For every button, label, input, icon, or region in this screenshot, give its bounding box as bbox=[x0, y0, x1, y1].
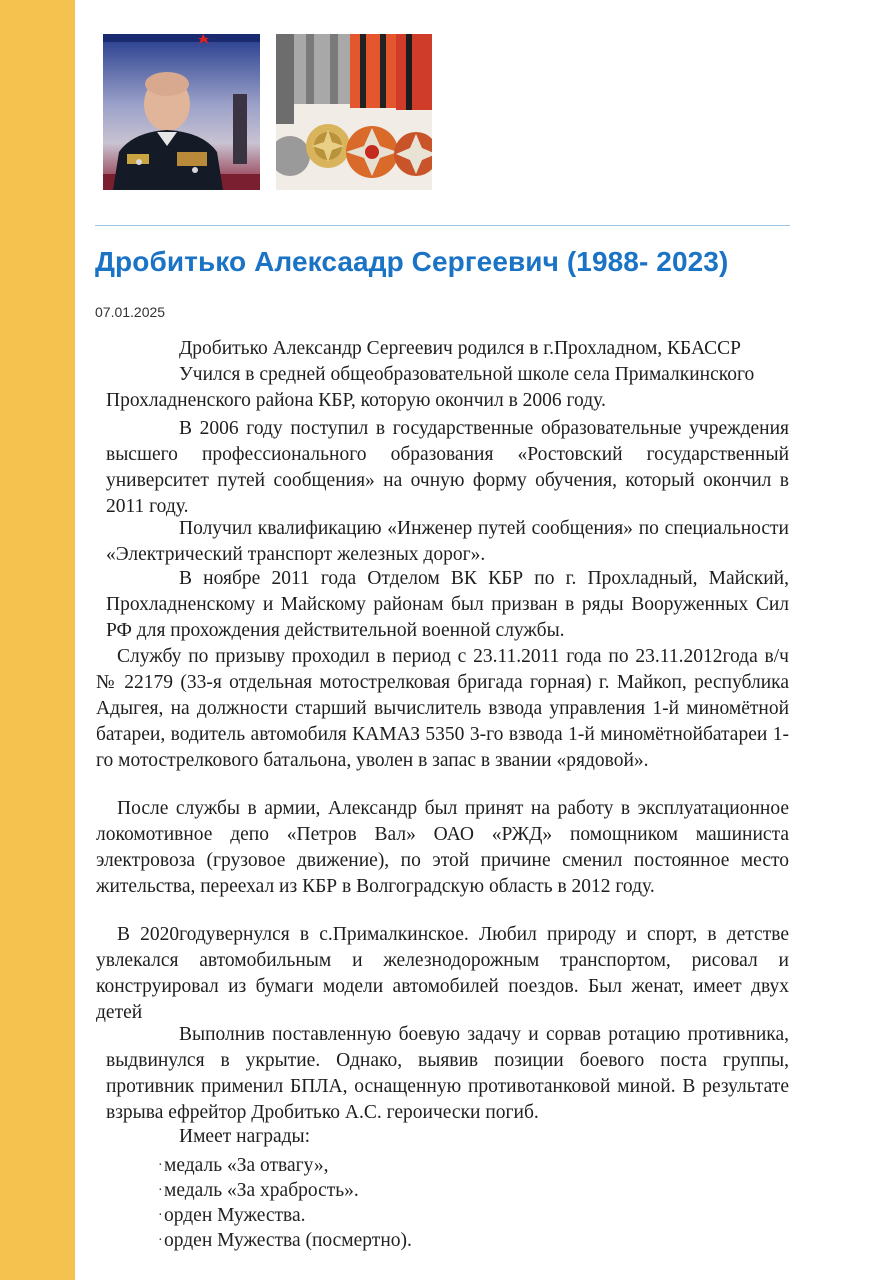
award-item: ·орден Мужества (посмертно). bbox=[158, 1230, 412, 1251]
paragraph-school-line2: Прохладненского района КБР, которую окончил в 2006 году. bbox=[106, 390, 606, 411]
paragraph-university: В 2006 году поступил в государственные образовательные учреждения высшего профессионального образования «Ростовский государственный университет путей сообщения» на очную форму обучения, который окончил в 2011 году. bbox=[106, 418, 789, 517]
bullet-icon: · bbox=[158, 1208, 163, 1223]
publish-date: 07.01.2025 bbox=[95, 304, 166, 320]
award-item: ·орден Мужества. bbox=[158, 1205, 306, 1226]
award-item: ·медаль «За храбрость». bbox=[158, 1180, 359, 1201]
sidebar-stripe bbox=[0, 0, 75, 1280]
section-divider bbox=[95, 225, 790, 226]
award-item: ·медаль «За отвагу», bbox=[158, 1155, 329, 1176]
medals-image bbox=[276, 34, 432, 190]
bullet-icon: · bbox=[158, 1233, 163, 1248]
page-title: Дробитько Алексаадр Сергеевич (1988- 2023) bbox=[95, 246, 729, 277]
bullet-icon: · bbox=[158, 1183, 163, 1198]
paragraph-school-line1: Учился в средней общеобразовательной школе села Прималкинского bbox=[179, 364, 755, 385]
bullet-icon: · bbox=[158, 1158, 163, 1173]
awards-list bbox=[158, 1153, 412, 1253]
paragraph-birth: Дробитько Александр Сергеевич родился в г.Прохладном, КБАССР bbox=[179, 338, 741, 359]
paragraph-conscription: В ноябре 2011 года Отделом ВК КБР по г. Прохладный, Майский, Прохладненскому и Майскому районам был призван в ряды Вооруженных Сил РФ для прохождения действительной военной службы. bbox=[106, 568, 789, 641]
paragraph-service: Службу по призыву проходил в период с 23.11.2011 года по 23.11.2012года в/ч № 22179 (33-я отдельная мотострелковая бригада горная) г. Майкоп, республика Адыгея, на должности старший вычислитель взвода управления 1-й миномётной батареи, водитель автомобиля КАМАЗ 5350 3-го взвода 1-й миномётнойбатареи 1-го мотострелкового батальона, уволен в запас в звании «рядовой». bbox=[96, 646, 789, 771]
portrait-photo[interactable] bbox=[103, 34, 260, 190]
paragraph-death: Выполнив поставленную боевую задачу и сорвав ротацию противника, выдвинулся в укрытие. Однако, выявив позиции боевого поста группы, противник применил БПЛА, оснащенную противотанковой миной. В результате взрыва ефрейтор Дробитько А.С. героически погиб. bbox=[106, 1024, 789, 1123]
paragraph-return-home: В 2020годувернулся в с.Прималкинское. Любил природу и спорт, в детстве увлекался автомобильным и железнодорожным транспортом, рисовал и конструировал из бумаги модели автомобилей поездов. Был женат, имеет двух детей bbox=[96, 924, 789, 1023]
paragraph-qualification: Получил квалификацию «Инженер путей сообщения» по специальности «Электрический транспорт железных дорог». bbox=[106, 518, 789, 565]
paragraph-railway-work: После службы в армии, Александр был принят на работу в эксплуатационное локомотивное депо «Петров Вал» ОАО «РЖД» помощником машиниста электровоза (грузовое движение), по этой причине сменил постоянное место жительства, переехал из КБР в Волгоградскую область в 2012 году. bbox=[96, 798, 789, 897]
portrait-image bbox=[103, 34, 260, 190]
medals-photo[interactable] bbox=[276, 34, 432, 190]
awards-heading: Имеет награды: bbox=[179, 1126, 311, 1147]
